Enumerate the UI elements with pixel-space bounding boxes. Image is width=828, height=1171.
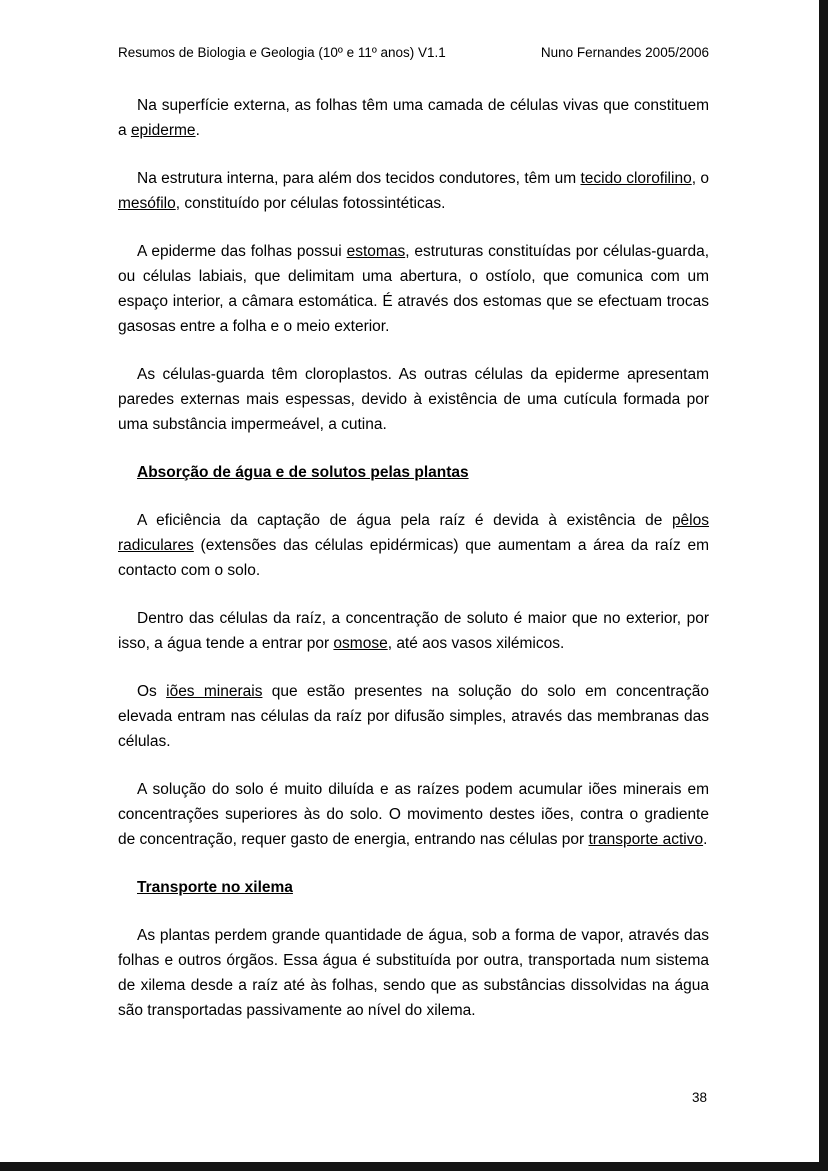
- text-run: (extensões das células epidérmicas) que aumentam a área da raíz em contacto com o solo.: [118, 537, 709, 579]
- text-run: Na superfície externa, as folhas têm uma camada de células vivas que constituem a: [118, 97, 709, 139]
- underlined-term: tecido clorofilino: [580, 170, 692, 187]
- paragraph: [118, 679, 709, 754]
- text-run: A epiderme das folhas possui: [137, 243, 347, 260]
- text-run: .: [703, 831, 708, 848]
- underlined-term: iões minerais: [166, 683, 263, 700]
- text-run: , até aos vasos xilémicos.: [387, 635, 565, 652]
- paragraph: [118, 239, 709, 339]
- text-run: As células-guarda têm cloroplastos. As outras células da epiderme apresentam paredes externas mais espessas, devido à existência de uma cutícula formada por uma substância impermeável, a cutina.: [118, 366, 709, 433]
- underlined-term: Absorção de água e de solutos pelas plantas: [137, 464, 469, 481]
- header-title: Resumos de Biologia e Geologia (10º e 11º anos) V1.1: [118, 45, 446, 60]
- underlined-term: estomas: [346, 243, 406, 260]
- text-run: A solução do solo é muito diluída e as raízes podem acumular iões minerais em concentrações superiores às do solo. O movimento destes iões, contra o gradiente de concentração, requer gasto de energia, entrando nas células por: [118, 781, 709, 848]
- section-heading: [118, 875, 709, 900]
- text-run: A eficiência da captação de água pela raíz é devida à existência de: [137, 512, 672, 529]
- underlined-term: osmose: [333, 635, 388, 652]
- paragraph: [118, 166, 709, 216]
- section-heading: [118, 460, 709, 485]
- underlined-term: epiderme: [130, 122, 196, 139]
- text-run: As plantas perdem grande quantidade de água, sob a forma de vapor, através das folhas e outros órgãos. Essa água é substituída por outra, transportada num sistema de xilema desde a raíz até às folhas, sendo que as substâncias dissolvidas na água são transportadas passivamente ao nível do xilema.: [118, 927, 709, 1019]
- underlined-term: transporte activo: [588, 831, 704, 848]
- text-run: , o: [691, 170, 710, 187]
- paragraph: [118, 777, 709, 852]
- underlined-term: pêlos radiculares: [118, 512, 709, 554]
- paragraph: [118, 606, 709, 656]
- text-run: Os: [137, 683, 167, 700]
- paragraph: [118, 923, 709, 1023]
- underlined-term: mesófilo: [118, 195, 176, 212]
- page-header: [0, 0, 819, 61]
- text-run: , constituído por células fotossintéticas.: [175, 195, 446, 212]
- header-author: Nuno Fernandes 2005/2006: [540, 45, 709, 60]
- text-run: Na estrutura interna, para além dos tecidos condutores, têm um: [137, 170, 581, 187]
- page-number: 38: [691, 1090, 707, 1105]
- paragraph: [118, 508, 709, 583]
- text-run: , estruturas constituídas por células-guarda, ou células labiais, que delimitam uma abertura, o ostíolo, que comunica com um espaço interior, a câmara estomática. É através dos estomas que se efectuam trocas gasosas entre a folha e o meio exterior.: [118, 243, 709, 335]
- underlined-term: Transporte no xilema: [137, 879, 293, 896]
- text-run: Dentro das células da raíz, a concentração de soluto é maior que no exterior, por isso, a água tende a entrar por: [118, 610, 709, 652]
- paragraph: [118, 93, 709, 143]
- paragraph: [118, 362, 709, 437]
- document-content: [0, 61, 819, 1023]
- text-run: que estão presentes na solução do solo em concentração elevada entram nas células da raíz por difusão simples, através das membranas das células.: [118, 683, 710, 750]
- text-run: .: [195, 122, 200, 139]
